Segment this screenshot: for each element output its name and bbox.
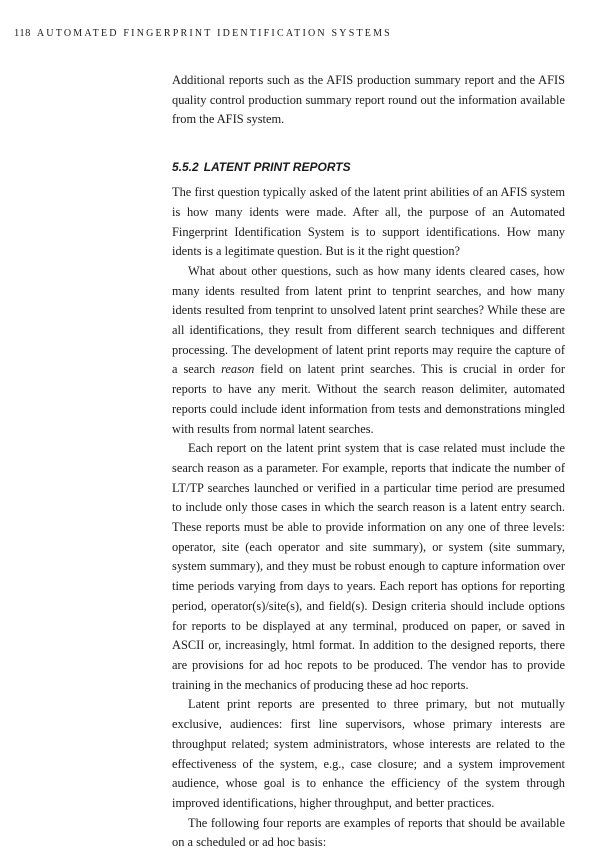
paragraph-other-questions-part-1: What about other questions, such as how many idents cleared cases, how many idents resulted from latent print to tenprint searches, and how many idents resulted from tenprint to unsolved latent print searches? While these are all identifications, they result from different search techniques and different processing. The development of latent print reports may require the capture of a search (172, 263, 565, 377)
main-text-column (172, 71, 565, 853)
paragraph-other-questions (172, 262, 565, 439)
running-title: AUTOMATED FINGERPRINT IDENTIFICATION SYSTEMS (36, 28, 392, 39)
paragraph-following-reports: The following four reports are examples of reports that should be available on a scheduled or ad hoc basis: (172, 815, 565, 850)
paragraph-audiences: Latent print reports are presented to three primary, but not mutually exclusive, audiences: first line supervisors, whose primary interests are throughput related; system administrators, whose interests are related to the effectiveness of the system, e.g., case closure; and a system improvement audience, whose goal is to enhance the efficiency of the system through improved identifications, higher throughput, and better practices. (172, 697, 565, 810)
section-number: 5.5.2 (172, 160, 199, 175)
emphasis-reason: reason (221, 362, 255, 377)
page-number: 118 (14, 28, 31, 39)
paragraph-other-questions-part-2: field on latent print searches. This is crucial in order for reports to have any merit. Without the search reason delimiter, automated reports could include ident information from tests and demonstrations mingled with results from normal latent searches. (172, 362, 565, 436)
intro-paragraph: Additional reports such as the AFIS production summary report and the AFIS quality control production summary report round out the information available from the AFIS system. (172, 73, 565, 127)
paragraph-first-question: The first question typically asked of the latent print abilities of an AFIS system is how many idents were made. After all, the purpose of an Automated Fingerprint Identification System is to support identifications. How many idents is a legitimate question. But is it the right question? (172, 185, 565, 259)
section-heading (172, 159, 565, 175)
paragraph-search-reason: Each report on the latent print system that is case related must include the search reason as a parameter. For example, reports that indicate the number of LT/TP searches launched or verified in a particular time period are presumed to include only those cases in which the search reason is a latent entry search. These reports must be able to provide information on any one of three levels: operator, site (each operator and site summary), or system (site summary, system summary), and they must be robust enough to capture information over time periods varying from days to years. Each report has options for reporting period, operator(s)/site(s), and field(s). Design criteria should include options for reports to be displayed at any terminal, produced on paper, or saved in ASCII or, increasingly, html format. In addition to the designed reports, there are provisions for ad hoc repots to be produced. The vendor has to provide training in the mechanics of producing these ad hoc reports. (172, 441, 565, 692)
section-title: LATENT PRINT REPORTS (203, 160, 351, 175)
running-head (14, 28, 604, 39)
